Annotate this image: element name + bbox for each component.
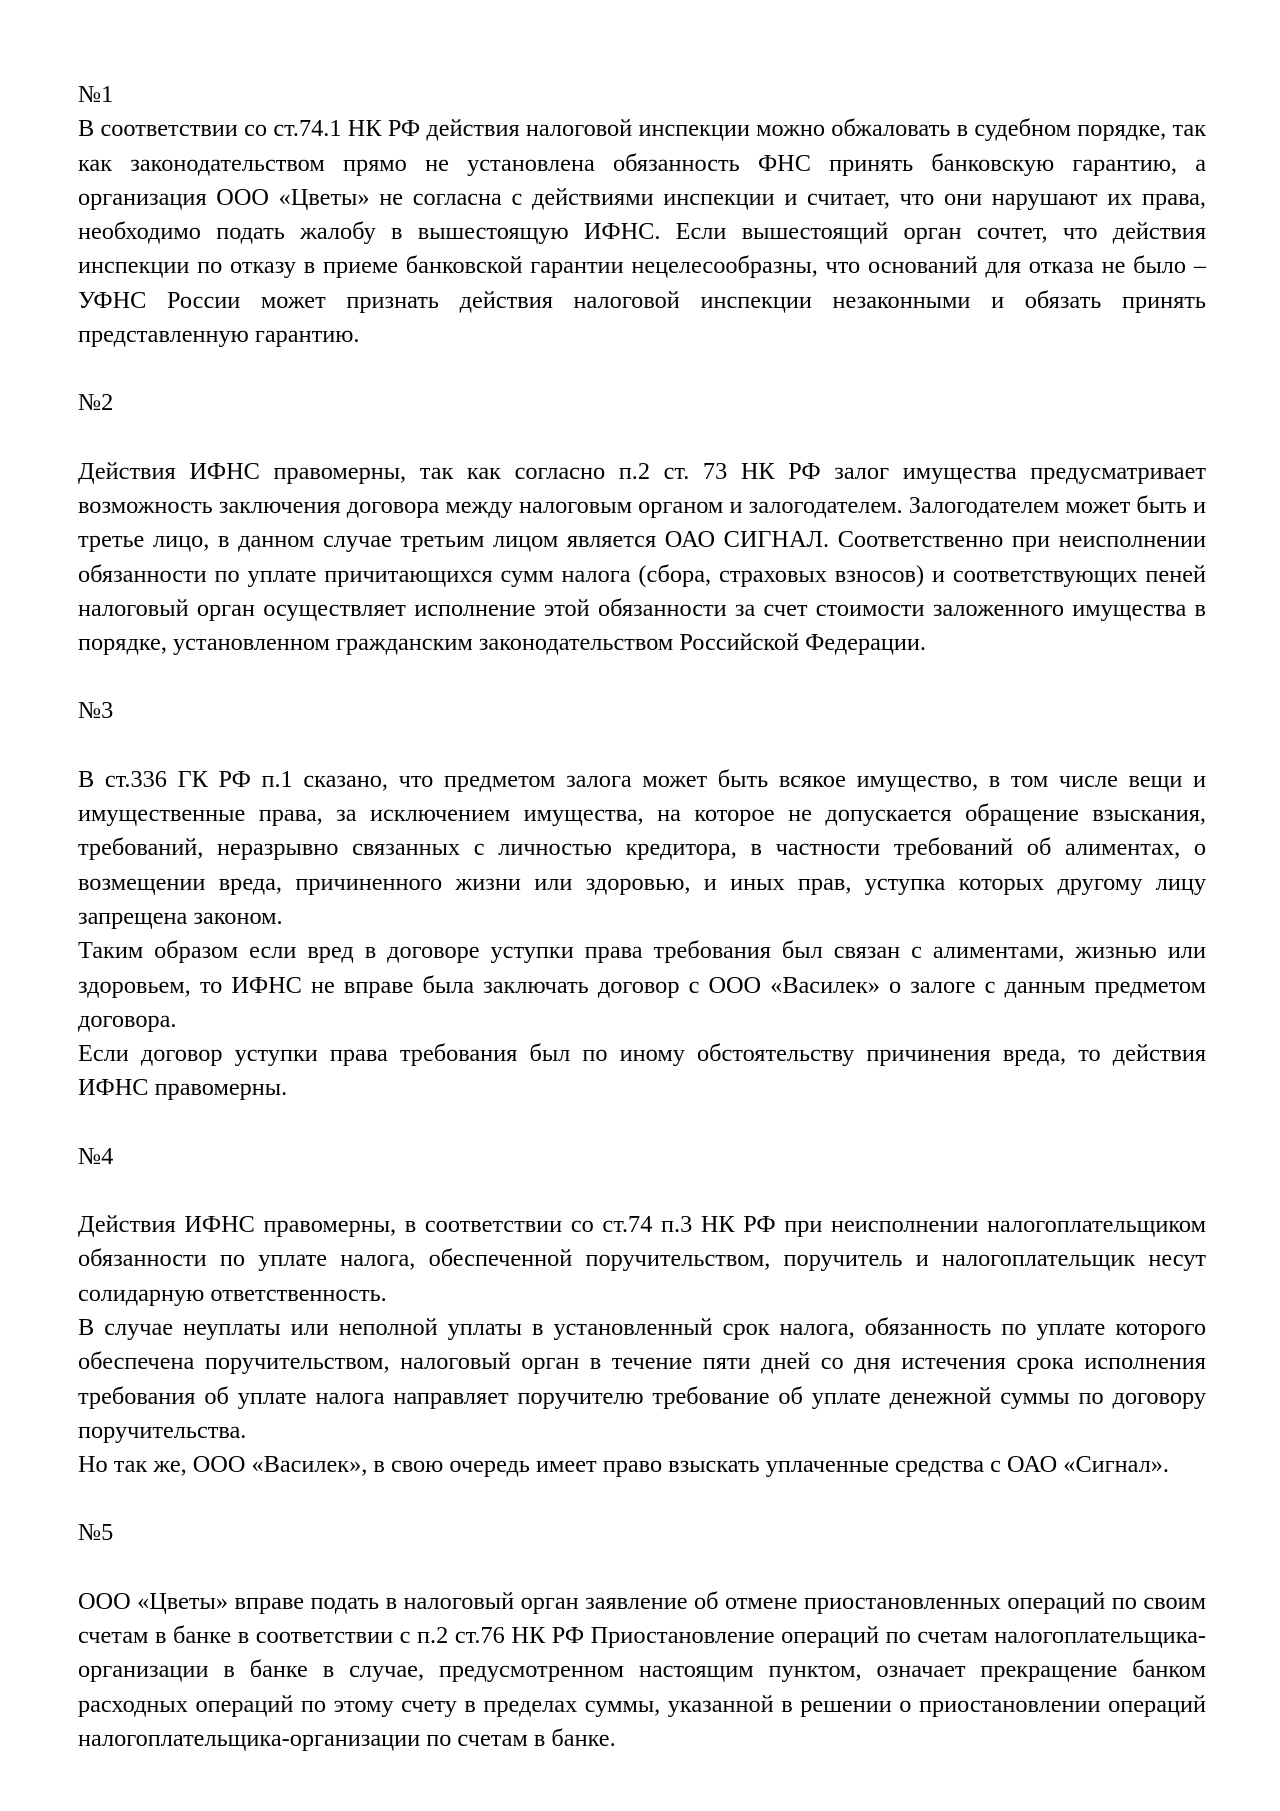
section-paragraph: ООО «Цветы» вправе подать в налоговый орган заявление об отмене приостановленных операций по своим счетам в банке в соответствии с п.2 ст.76 НК РФ Приостановление операций по счетам налогоплательщика-организации в банке в случае, предусмотренном настоящим пунктом, означает прекращение банком расходных операций по этому счету в пределах суммы, указанной в решении о приостановлении операций налогоплательщика-организации по счетам в банке. <box>78 1587 1206 1752</box>
spacer <box>78 1174 1206 1208</box>
section-paragraph: В ст.336 ГК РФ п.1 сказано, что предметом залога может быть всякое имущество, в том числе вещи и имущественные права, за исключением имущества, на которое не допускается обращение взыскания, требований, неразрывно связанных с личностью кредитора, в частности требований об алиментах, о возмещении вреда, причиненного жизни или здоровью, и иных прав, уступка которых другому лицу запрещена законом. <box>78 765 1206 930</box>
section-number: №2 <box>78 389 114 417</box>
spacer <box>78 352 1206 386</box>
document-page <box>78 78 1206 1756</box>
section-paragraph: В случае неуплаты или неполной уплаты в установленный срок налога, обязанность по уплате которого обеспечена поручительством, налоговый орган в течение пяти дней со дня истечения срока исполнения требования об уплате налога направляет поручителю требование об уплате денежной суммы по договору поручительства. <box>78 1313 1206 1444</box>
spacer <box>78 1482 1206 1516</box>
section-paragraph: Но так же, ООО «Василек», в свою очередь имеет право взыскать уплаченные средства с ОАО «Сигнал». <box>78 1451 1169 1479</box>
spacer <box>78 421 1206 455</box>
section-paragraph: Таким образом если вред в договоре уступки права требования был связан с алиментами, жизнью или здоровьем, то ИФНС не вправе была заключать договор с ООО «Василек» о залоге с данным предметом договора. <box>78 937 1206 1033</box>
section-paragraph: Действия ИФНС правомерны, в соответствии со ст.74 п.3 НК РФ при неисполнении налогоплательщиком обязанности по уплате налога, обеспеченной поручительством, поручитель и налогоплательщик несут солидарную ответственность. <box>78 1211 1206 1307</box>
spacer <box>78 1551 1206 1585</box>
section-number: №4 <box>78 1142 114 1170</box>
section-paragraph: В соответствии со ст.74.1 НК РФ действия налоговой инспекции можно обжаловать в судебном порядке, так как законодательством прямо не установлена обязанность ФНС принять банковскую гарантию, а организация ООО «Цветы» не согласна с действиями инспекции и считает, что они нарушают их права, необходимо подать жалобу в вышестоящую ИФНС. Если вышестоящий орган сочтет, что действия инспекции по отказу в приеме банковской гарантии нецелесообразны, что оснований для отказа не было – УФНС России может признать действия налоговой инспекции незаконными и обязать принять представленную гарантию. <box>78 115 1206 349</box>
section-number: №3 <box>78 697 114 725</box>
section-paragraph: Действия ИФНС правомерны, так как согласно п.2 ст. 73 НК РФ залог имущества предусматривает возможность заключения договора между налоговым органом и залогодателем. Залогодателем может быть и третье лицо, в данном случае третьим лицом является ОАО СИГНАЛ. Соответственно при неисполнении обязанности по уплате причитающихся сумм налога (сбора, страховых взносов) и соответствующих пеней налоговый орган осуществляет исполнение этой обязанности за счет стоимости заложенного имущества в порядке, установленном гражданским законодательством Российской Федерации. <box>78 457 1206 657</box>
spacer <box>78 729 1206 763</box>
spacer <box>78 1106 1206 1140</box>
section-number: №1 <box>78 81 114 108</box>
spacer <box>78 660 1206 694</box>
section-number: №5 <box>78 1519 114 1547</box>
section-paragraph: Если договор уступки права требования был по иному обстоятельству причинения вреда, то действия ИФНС правомерны. <box>78 1040 1206 1102</box>
